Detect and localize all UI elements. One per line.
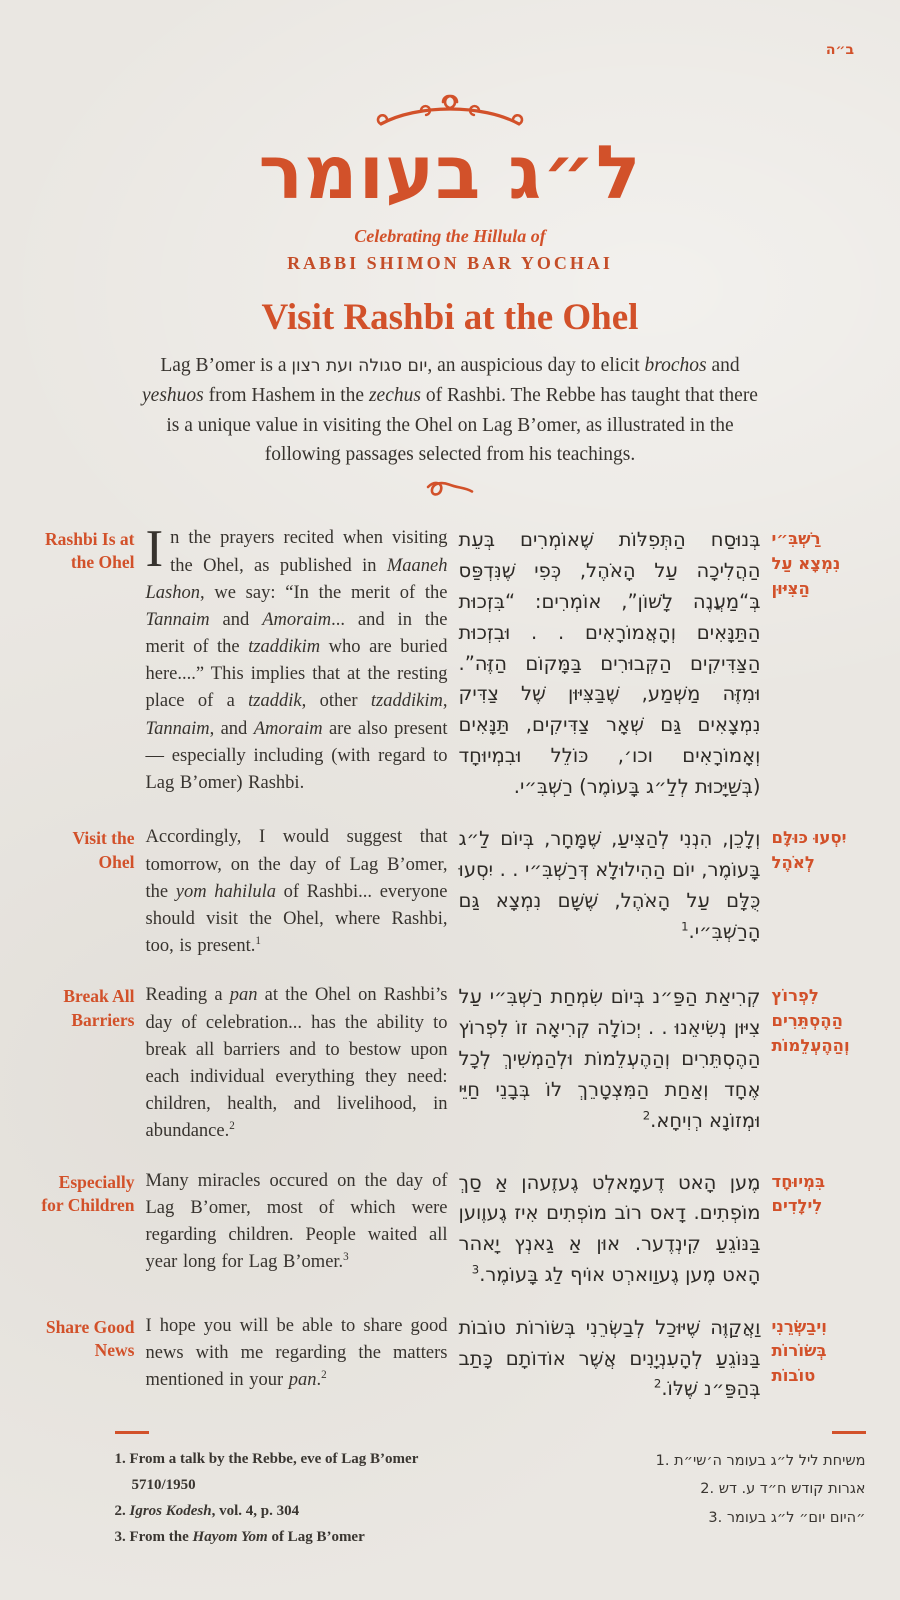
- section-text-en: I hope you will be able to share good news with me regarding the matters mentioned in your pan.$^2$: [145, 1315, 448, 1391]
- section-label-en: Visit the Ohel: [72, 828, 135, 872]
- footnotes-hebrew: [566, 1431, 866, 1550]
- section-share-good-news: [35, 1313, 866, 1405]
- drop-cap: I: [145, 520, 164, 579]
- section-rashbi-is-at-the-ohel: [35, 520, 866, 802]
- section-label-he: וִיבַשְּׂרֵנִי בְּשׂוֹרוֹת טוֹבוֹת: [771, 1316, 827, 1386]
- section-label-en: Share Good News: [45, 1316, 135, 1360]
- section-text-he: וְלָכֵן, הִנְנִי לְהַצִּיעַ, שֶׁמָּחָר, בְּיוֹם לַ״ג בָּעוֹמֶר, יוֹם הַהִילוּלָא דְּרַשְׁבִּ״י . . יִסְעוּ כֻּלָּם עַל הָאֹהֶל, שֶׁשָּׁם נִמְצָא גַּם הָרַשְׁבִּ״י.$^1$: [458, 827, 761, 943]
- footnote: 3. From the Hayom Yom of Lag B’omer: [114, 1528, 365, 1545]
- section-label-en: Break All Barriers: [63, 986, 135, 1030]
- header: [0, 0, 900, 274]
- section-visit-the-ohel: [35, 824, 866, 960]
- section-text-en: [145, 520, 448, 802]
- section-label-he: לִפְרוֹץ הַהֶסְתֵּרִים וְהַהֶעְלֵמוֹת: [771, 986, 850, 1055]
- footnotes: [35, 1431, 866, 1550]
- footnote: 3. ״היום יום״ ל״ג בעומר: [708, 1509, 866, 1526]
- subtitle: Celebrating the Hillula of: [354, 226, 546, 246]
- footnote: 2. אגרות קודש ח״ד ע. דש: [700, 1481, 866, 1498]
- footnote: 2. Igros Kodesh, vol. 4, p. 304: [114, 1502, 300, 1519]
- title-hebrew: ל״ג בעומר: [258, 130, 642, 216]
- footnote-divider-right: [832, 1431, 866, 1434]
- page-title: Visit Rashbi at the Ohel: [261, 297, 639, 338]
- section-label-en: Rashbi Is at the Ohel: [45, 529, 135, 573]
- section-label-he: רַשְׁבִּ״י נִמְצָא עַל הַצִּיּוּן: [771, 529, 841, 598]
- section-label-he: יִסְעוּ כּוּלָּם לְאֹהֶל: [771, 828, 847, 873]
- section-especially-for-children: [35, 1168, 866, 1291]
- header-flourish-ornament: [375, 88, 525, 130]
- footnotes-english: [115, 1431, 465, 1550]
- section-text-he: בְּנוּסַח הַתְּפִלּוֹת שֶׁאוֹמְרִים בְּעֵת הַהֲלִיכָה עַל הָאֹהֶל, כְּפִי שֶׁנִּדְפַּס בְּ“מַעֲנֶה לָשׁוֹן”, אוֹמְרִים: “בִּזְכוּת הַתַּנָּאִים וְהָאֲמוֹרָאִים . . וּבִזְכוּת הַצַּדִּיקִים הַקְּבוּרִים בַּמָּקוֹם הַזֶּה”. וּמִזֶּה מַשְׁמַע, שֶׁבַּצִּיּוּן שֶׁל צַדִּיק נִמְצָאִים גַּם שְׁאָר צַדִּיקִים, תַּנָּאִים וְאָמוֹרָאִים וכו׳, כּוֹלֵל וּבִמְיוּחָד (בְּשַׁיָּכוּת לְלַ״ג בָּעוֹמֶר) רַשְׁבִּ״י.: [458, 528, 761, 798]
- squiggle-ornament: [423, 478, 477, 504]
- section-label-en: Especially for Children: [41, 1171, 135, 1215]
- bh-inscription: ב״ה: [825, 42, 854, 58]
- section-text-en: Reading a pan at the Ohel on Rashbi’s day of celebration... has the ability to break all barriers and to bestow upon each individual everything they need: children, health, and livelihood, in abundance.$^2$: [145, 985, 448, 1142]
- footnote: 1. משיחת ליל ל״ג בעומר ה׳שי״ת: [655, 1453, 866, 1470]
- section-text-en-body: n the prayers recited when visiting the Ohel, as published in Maaneh Lashon, we say: “In the merit of the Tannaim and Amoraim... and in the merit of the tzaddikim who are buried here....” This implies that at the resting place of a tzaddik, other tzaddikim, Tannaim, and Amoraim are also present— especially including (with regard to Lag B’omer) Rashbi.: [145, 528, 448, 793]
- section-break-all-barriers: [35, 982, 866, 1145]
- intro-paragraph: Lag B’omer is a יום סגולה ועת רצון, an auspicious day to elicit brochos and yeshuos from Hashem in the zechus of Rashbi. The Rebbe has taught that there is a unique value in visiting the Ohel on Lag B’omer, as illustrated in the following passages selected from his teachings.: [142, 355, 758, 466]
- section-text-he: וַאֲקַוֶּה שֶׁיּוּכַל לְבַשְּׂרֵנִי בְּשׂוֹרוֹת טוֹבוֹת בַּנּוֹגֵעַ לְהָעִנְיָנִים אֲשֶׁר אוֹדוֹתָם כָּתַב בְּהַפַּ״נ שֶׁלּוֹ.$^2$: [458, 1315, 761, 1401]
- teachings-sections: [35, 520, 866, 1405]
- section-text-he: קְרִיאַת הַפַּ״נ בְּיוֹם שִׂמְחַת רַשְׁבִּ״י עַל צִיּוּן נְשִׂיאֵנוּ . . יְכוֹלָה קְרִיאָה זוֹ לִפְרוֹץ הַהֶסְתֵּרִים וְהַהֶעְלֵמוֹת וּלְהַמְשִׁיךְ לְכָל אֶחָד וְאַחַת הַמִּצְטָרֵךְ לוֹ בְּבָנֵי חַיֵּי וּמְזוֹנָא רְוִיחָא.$^2$: [458, 985, 761, 1132]
- footnote-divider-left: [115, 1431, 149, 1434]
- rabbi-name: RABBI SHIMON BAR YOCHAI: [287, 253, 613, 273]
- footnote: 1. From a talk by the Rebbe, eve of Lag B’omer 5710/1950: [114, 1451, 419, 1493]
- section-text-en: Many miracles occured on the day of Lag B’omer, most of which were regarding children. People waited all year long for Lag B’omer.$^3$: [145, 1170, 448, 1273]
- section-label-he: בִּמְיוּחָד לִילָדִים: [771, 1171, 826, 1216]
- divider: [0, 478, 900, 509]
- section-text-he: מֶען הָאט דֶעמָאלְט גֶעזֶעהן אַ סַךְ מוֹפְתִים. דָאס רוֹב מוֹפְתִים אִיז גֶעוֶוען בַּנּוֹגֵעַ קִינְדֶער. אוּן אַ גַאנְץ יָאהר הָאט מֶען גֶעוַוארְט אוֹיף לַג בָּעוֹמֶר.$^3$: [458, 1170, 761, 1286]
- section-text-en: Accordingly, I would suggest that tomorrow, on the day of Lag B’omer, the yom hahilula of Rashbi... everyone should visit the Ohel, where Rashbi, too, is present.$^1$: [145, 827, 448, 957]
